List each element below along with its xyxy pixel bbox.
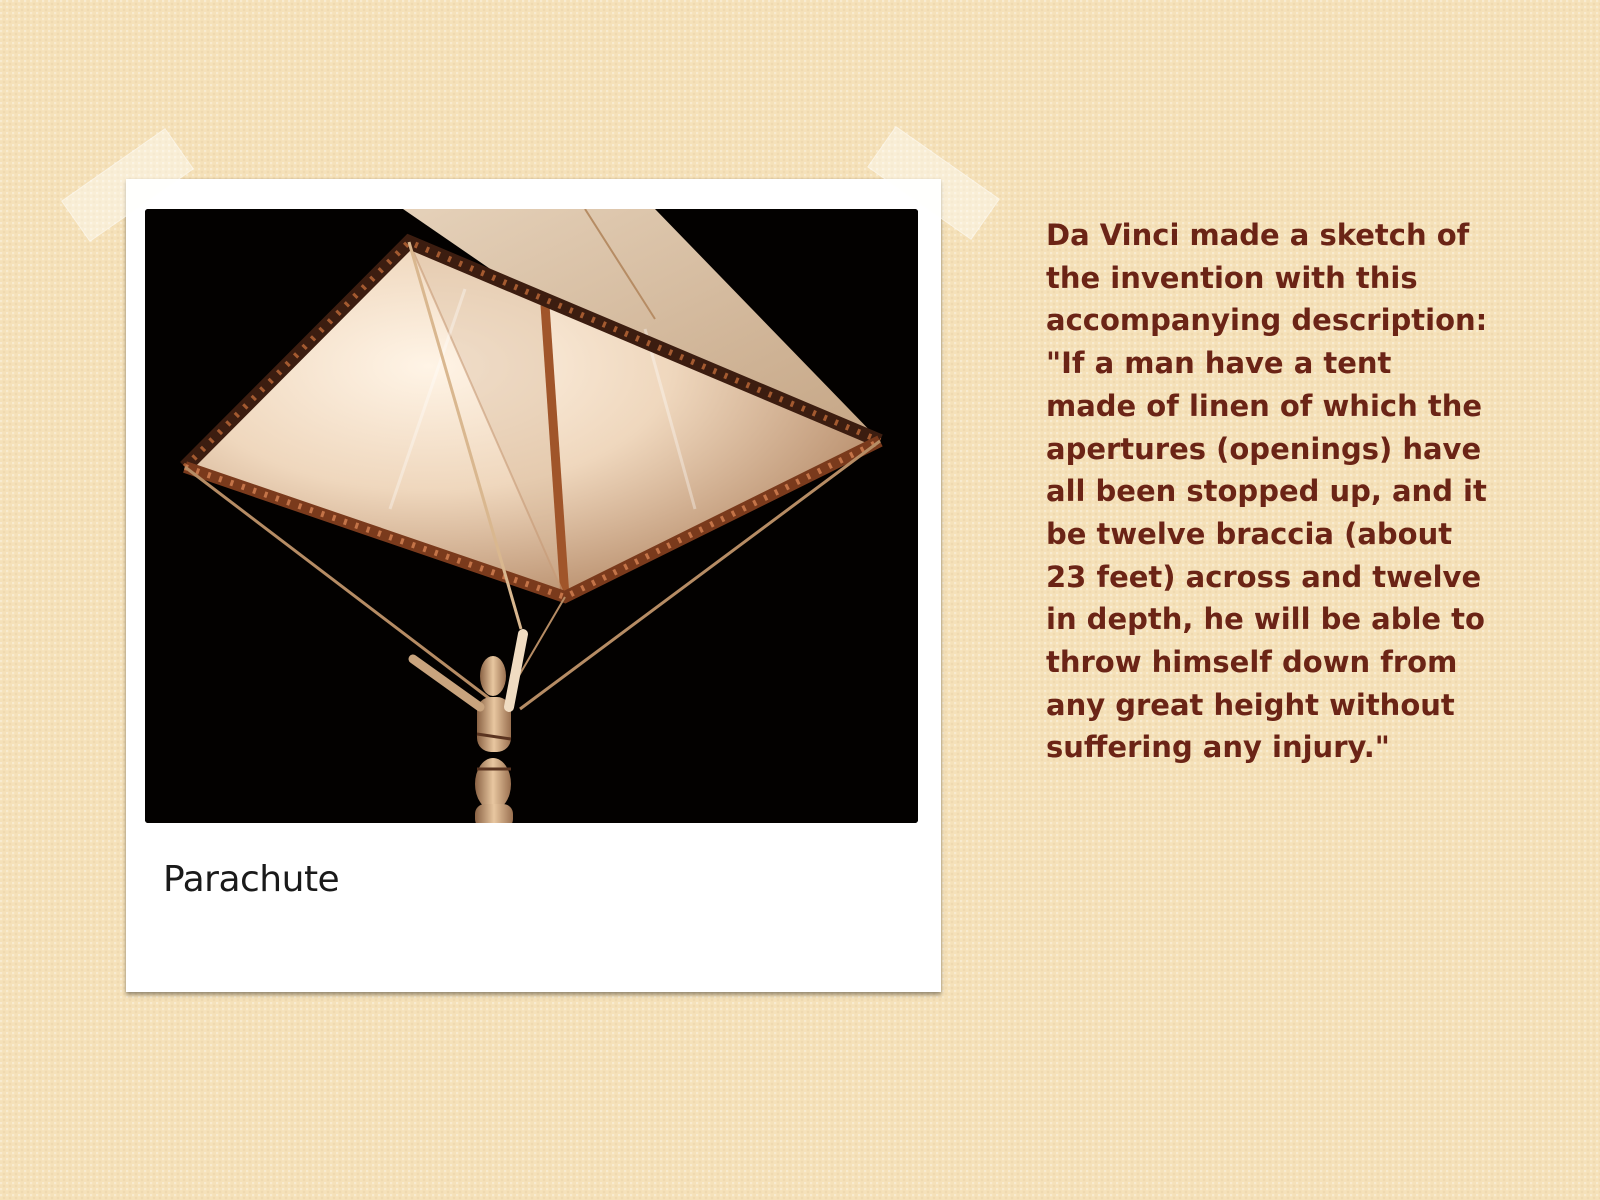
- parachute-image: [145, 209, 918, 823]
- description-line: apertures (openings) have: [1046, 431, 1482, 466]
- description-line: any great height without: [1046, 687, 1455, 722]
- description-line: Da Vinci made a sketch of: [1046, 218, 1470, 252]
- photo-caption: Parachute: [163, 859, 340, 900]
- description-line: be twelve braccia (about: [1046, 516, 1453, 551]
- description-line: throw himself down from: [1046, 645, 1458, 680]
- description-line: made of linen of which the: [1046, 388, 1483, 423]
- description-line: the invention with this: [1046, 260, 1418, 295]
- parachute-photo: [145, 209, 918, 823]
- description-line: 23 feet) across and twelve: [1046, 559, 1482, 594]
- description-line: suffering any injury.": [1046, 730, 1390, 765]
- description-line: all been stopped up, and it: [1046, 474, 1487, 509]
- description-text: [1046, 214, 1516, 769]
- description-line: accompanying description:: [1046, 303, 1488, 338]
- description-line: "If a man have a tent: [1046, 346, 1392, 381]
- polaroid-frame: [126, 179, 941, 992]
- description-line: in depth, he will be able to: [1046, 602, 1485, 637]
